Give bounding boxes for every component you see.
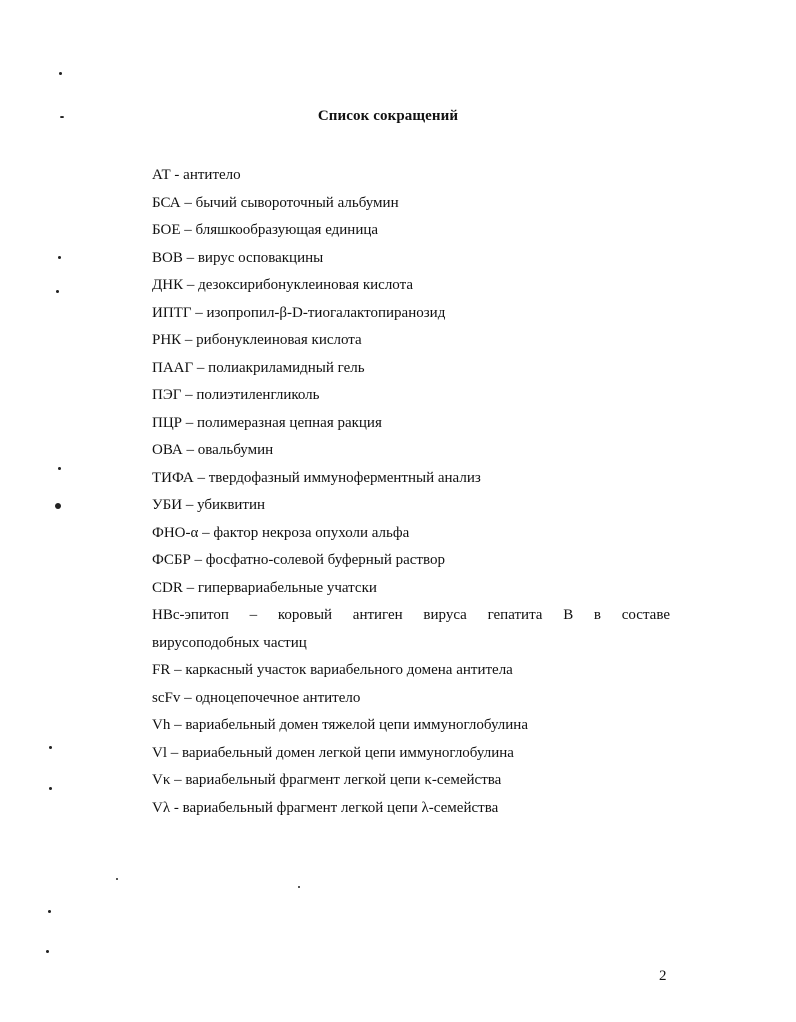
list-item: ДНК – дезоксирибонуклеиновая кислота: [152, 277, 413, 293]
scan-speck: [60, 116, 64, 118]
list-item: БОЕ – бляшкообразующая единица: [152, 222, 379, 238]
list-item: Vh – вариабельный домен тяжелой цепи иммуноглобулина: [152, 717, 528, 733]
scan-speck: [58, 256, 61, 259]
list-item: ФСБР – фосфатно-солевой буферный раствор: [152, 552, 445, 568]
list-item: Vl – вариабельный домен легкой цепи иммуноглобулина: [152, 744, 514, 761]
scan-speck: [46, 950, 49, 953]
list-item: ТИФА – твердофазный иммуноферментный анализ: [152, 469, 481, 486]
list-item: БСА – бычий сывороточный альбумин: [152, 194, 399, 211]
list-item: HBc-эпитоп – коровый антиген вируса гепатита В в составе: [152, 607, 670, 623]
page-number: 2: [659, 968, 667, 984]
abbreviation-list: [152, 162, 670, 822]
list-item: CDR – гипервариабельные учатски: [152, 579, 377, 596]
list-item: ПААГ – полиакриламидный гель: [152, 359, 365, 376]
list-item: ПЭГ – полиэтиленгликоль: [152, 387, 320, 403]
list-item: ВОВ – вирус осповакцины: [152, 249, 324, 266]
list-item: FR – каркасный участок вариабельного домена антитела: [152, 662, 513, 678]
list-item: scFv – одноцепочечное антитело: [152, 689, 361, 706]
scan-speck: [49, 787, 52, 790]
scan-speck: [116, 878, 118, 880]
list-item: ОВА – овальбумин: [152, 442, 274, 458]
list-item: ФНО-α – фактор некроза опухоли альфа: [152, 524, 410, 541]
list-item: ПЦР – полимеразная цепная ракция: [152, 414, 382, 431]
list-item-continuation: вирусоподобных частиц: [152, 634, 307, 651]
list-item: Vλ - вариабельный фрагмент легкой цепи λ-семейства: [152, 799, 499, 816]
scan-speck: [56, 290, 59, 293]
scan-speck: [55, 503, 61, 509]
scan-speck: [49, 746, 52, 749]
scan-speck: [58, 467, 61, 470]
list-item: АТ - антитело: [152, 167, 241, 183]
scan-speck: [298, 886, 300, 888]
list-item: УБИ – убиквитин: [152, 497, 266, 513]
page-title: Список сокращений: [317, 108, 459, 124]
scan-speck: [59, 72, 62, 75]
list-item: Vκ – вариабельный фрагмент легкой цепи κ-семейства: [152, 772, 502, 788]
list-item: РНК – рибонуклеиновая кислота: [152, 332, 362, 348]
scan-speck: [48, 910, 51, 913]
list-item: ИПТГ – изопропил-β-D-тиогалактопиранозид: [152, 304, 446, 321]
